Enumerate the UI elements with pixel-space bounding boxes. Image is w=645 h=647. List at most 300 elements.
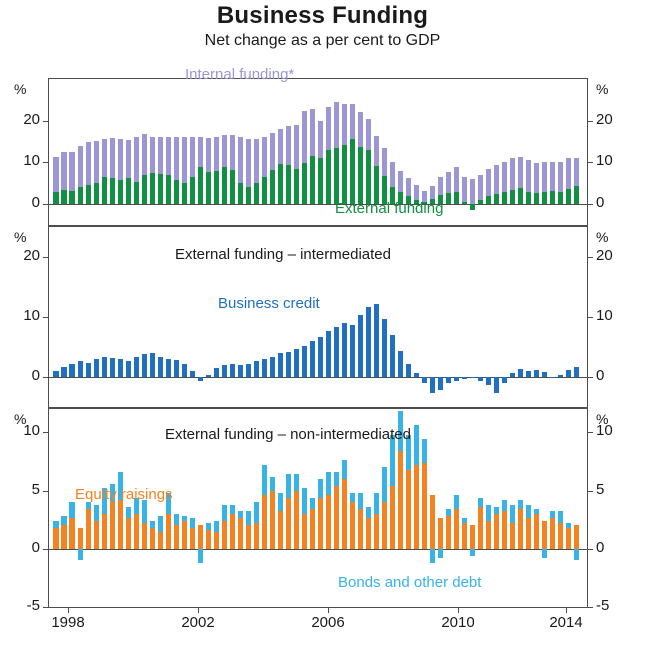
bar-bonds-and-other-debt — [190, 518, 195, 527]
bar-bonds-and-other-debt — [230, 505, 235, 514]
bar-business-credit — [214, 368, 219, 377]
bar-equity-raisings — [134, 514, 139, 549]
bar-external-funding — [502, 192, 507, 205]
y-tick-right-2--5: -5 — [596, 597, 610, 614]
bar-equity-raisings — [486, 521, 491, 549]
bar-business-credit — [61, 367, 66, 377]
bar-business-credit — [550, 377, 555, 378]
bar-external-funding — [446, 193, 451, 204]
bar-internal-funding — [102, 139, 107, 177]
bar-business-credit — [438, 377, 443, 390]
y-tickmark — [588, 377, 593, 378]
bar-external-funding — [198, 167, 203, 205]
bar-business-credit — [374, 304, 379, 377]
bar-equity-raisings — [262, 495, 267, 549]
bar-internal-funding — [126, 140, 131, 178]
bar-equity-raisings — [222, 521, 227, 549]
annotation-bonds-and-other-debt: Bonds and other debt — [338, 574, 482, 591]
bar-business-credit — [534, 370, 539, 377]
bar-equity-raisings — [558, 523, 563, 549]
bar-equity-raisings — [246, 525, 251, 548]
y-tick-left-0-20: 20 — [23, 110, 40, 128]
bar-bonds-and-other-debt — [510, 505, 515, 524]
y-tickmark — [43, 549, 48, 550]
bar-equity-raisings — [574, 525, 579, 548]
bar-internal-funding — [198, 137, 203, 166]
y-tick-right-0-0: 0 — [596, 194, 605, 212]
bar-external-funding — [254, 183, 259, 204]
bar-equity-raisings — [182, 521, 187, 549]
bar-external-funding — [518, 188, 523, 204]
bar-external-funding — [222, 167, 227, 205]
bar-external-funding — [342, 145, 347, 204]
bar-external-funding — [61, 190, 66, 205]
y-tickmark — [43, 607, 48, 608]
bar-business-credit — [526, 371, 531, 377]
bar-equity-raisings — [510, 523, 515, 549]
bar-internal-funding — [86, 142, 91, 185]
bar-equity-raisings — [278, 511, 283, 548]
bar-bonds-and-other-debt — [142, 500, 147, 523]
bar-external-funding — [182, 183, 187, 204]
bar-internal-funding — [438, 177, 443, 195]
bar-internal-funding — [182, 137, 187, 183]
bar-internal-funding — [334, 102, 339, 148]
bar-internal-funding — [414, 185, 419, 200]
bar-internal-funding — [318, 121, 323, 159]
bar-equity-raisings — [550, 518, 555, 548]
bar-external-funding — [126, 178, 131, 204]
bar-business-credit — [53, 371, 58, 377]
bar-equity-raisings — [270, 491, 275, 549]
bar-business-credit — [110, 358, 115, 377]
bar-external-funding — [326, 150, 331, 204]
bar-bonds-and-other-debt — [566, 523, 571, 528]
y-tick-left-0-0: 0 — [31, 194, 40, 212]
bar-internal-funding — [150, 137, 155, 172]
bar-business-credit — [174, 360, 179, 377]
x-tick-label-1998: 1998 — [51, 614, 85, 631]
bar-bonds-and-other-debt — [478, 498, 483, 507]
bar-equity-raisings — [230, 514, 235, 549]
bar-internal-funding — [206, 138, 211, 173]
bar-internal-funding — [542, 162, 547, 191]
bar-external-funding — [534, 193, 539, 204]
bar-business-credit — [230, 364, 235, 377]
bar-external-funding — [334, 148, 339, 204]
bar-business-credit — [318, 337, 323, 377]
bar-equity-raisings — [534, 514, 539, 549]
bar-bonds-and-other-debt — [470, 549, 475, 556]
bar-internal-funding — [406, 178, 411, 196]
y-tick-left-2--5: -5 — [26, 597, 40, 614]
y-tickmark — [43, 377, 48, 378]
bar-equity-raisings — [94, 521, 99, 549]
bar-equity-raisings — [174, 525, 179, 548]
bar-internal-funding — [69, 152, 74, 191]
bar-external-funding — [158, 174, 163, 204]
x-tickmark — [328, 608, 329, 613]
bar-equity-raisings — [454, 509, 459, 549]
bar-external-funding — [174, 180, 179, 204]
y-axis-unit-right-1: % — [596, 229, 609, 245]
bar-business-credit — [350, 325, 355, 377]
y-tick-right-1-10: 10 — [596, 307, 613, 324]
bar-business-credit — [334, 327, 339, 377]
bar-internal-funding — [502, 162, 507, 192]
bar-equity-raisings — [390, 486, 395, 549]
bar-external-funding — [246, 187, 251, 205]
bar-business-credit — [390, 335, 395, 377]
bar-external-funding — [102, 177, 107, 205]
bar-bonds-and-other-debt — [550, 511, 555, 518]
bar-bonds-and-other-debt — [198, 549, 203, 563]
x-tickmark — [68, 608, 69, 613]
bar-equity-raisings — [86, 509, 91, 549]
bar-external-funding — [206, 172, 211, 204]
bar-equity-raisings — [166, 514, 171, 549]
bar-bonds-and-other-debt — [150, 521, 155, 528]
y-tickmark — [588, 121, 593, 122]
bar-bonds-and-other-debt — [174, 514, 179, 526]
bar-business-credit — [566, 370, 571, 377]
bar-external-funding — [526, 192, 531, 205]
bar-internal-funding — [510, 158, 515, 190]
bar-equity-raisings — [494, 514, 499, 549]
bar-external-funding — [566, 189, 571, 204]
bar-internal-funding — [110, 138, 115, 178]
y-tick-left-2-0: 0 — [31, 538, 40, 556]
y-tickmark — [43, 491, 48, 492]
bar-internal-funding — [134, 137, 139, 182]
bar-equity-raisings — [214, 532, 219, 548]
bar-business-credit — [142, 354, 147, 377]
bar-business-credit — [94, 359, 99, 377]
bar-equity-raisings — [422, 463, 427, 549]
bar-internal-funding — [246, 139, 251, 186]
bar-external-funding — [278, 164, 283, 204]
bar-bonds-and-other-debt — [534, 509, 539, 514]
bar-external-funding — [134, 182, 139, 204]
bar-external-funding — [286, 165, 291, 204]
bar-bonds-and-other-debt — [422, 439, 427, 462]
bar-equity-raisings — [526, 518, 531, 548]
bar-equity-raisings — [398, 451, 403, 549]
bar-business-credit — [478, 377, 483, 381]
bar-equity-raisings — [358, 509, 363, 549]
y-tickmark — [588, 549, 593, 550]
bar-bonds-and-other-debt — [318, 479, 323, 498]
bar-bonds-and-other-debt — [518, 500, 523, 509]
bar-bonds-and-other-debt — [430, 549, 435, 563]
bar-external-funding — [374, 166, 379, 204]
bar-internal-funding — [470, 179, 475, 204]
bar-internal-funding — [534, 163, 539, 193]
annotation-business-credit: Business credit — [218, 295, 320, 312]
bar-internal-funding — [430, 186, 435, 199]
bar-external-funding — [366, 150, 371, 204]
bar-business-credit — [326, 331, 331, 377]
y-tick-right-0-20: 20 — [596, 110, 613, 128]
y-tickmark — [588, 204, 593, 205]
chart-subtitle: Net change as a per cent to GDP — [204, 32, 441, 49]
bar-bonds-and-other-debt — [53, 521, 58, 528]
bar-internal-funding — [53, 157, 58, 192]
bar-bonds-and-other-debt — [574, 549, 579, 561]
y-axis-unit-left-0: % — [14, 81, 27, 97]
bar-bonds-and-other-debt — [294, 474, 299, 490]
bar-internal-funding — [222, 135, 227, 166]
bar-equity-raisings — [382, 502, 387, 549]
y-tick-right-0-10: 10 — [596, 152, 613, 170]
y-tickmark — [588, 491, 593, 492]
bar-bonds-and-other-debt — [558, 511, 563, 523]
bar-business-credit — [158, 357, 163, 377]
annotation-external-funding-intermediated: External funding – intermediated — [175, 246, 391, 263]
bar-business-credit — [446, 377, 451, 383]
bar-external-funding — [454, 192, 459, 205]
bar-external-funding — [69, 191, 74, 204]
bar-internal-funding — [302, 111, 307, 164]
bar-internal-funding — [142, 134, 147, 175]
x-tickmark — [566, 608, 567, 613]
bar-equity-raisings — [470, 525, 475, 548]
bar-business-credit — [454, 377, 459, 381]
y-tick-right-1-0: 0 — [596, 367, 605, 384]
bar-internal-funding — [358, 112, 363, 146]
bar-equity-raisings — [542, 521, 547, 549]
bar-internal-funding — [518, 157, 523, 188]
bar-internal-funding — [118, 139, 123, 179]
y-axis-unit-left-1: % — [14, 229, 27, 245]
bar-business-credit — [422, 377, 427, 383]
bar-bonds-and-other-debt — [206, 523, 211, 530]
bar-business-credit — [166, 359, 171, 377]
y-tick-left-2-10: 10 — [23, 422, 40, 440]
bar-internal-funding — [254, 139, 259, 183]
bar-equity-raisings — [69, 518, 74, 548]
bar-bonds-and-other-debt — [69, 502, 74, 518]
bar-business-credit — [382, 319, 387, 377]
bar-internal-funding — [550, 162, 555, 190]
bar-equity-raisings — [350, 502, 355, 549]
bar-internal-funding — [366, 119, 371, 151]
y-tickmark — [43, 317, 48, 318]
zero-line — [49, 204, 587, 205]
bar-business-credit — [494, 377, 499, 393]
bar-bonds-and-other-debt — [350, 493, 355, 502]
bar-bonds-and-other-debt — [366, 507, 371, 519]
bar-business-credit — [118, 359, 123, 377]
bar-equity-raisings — [374, 514, 379, 549]
bar-internal-funding — [262, 137, 267, 177]
bar-bonds-and-other-debt — [254, 502, 259, 523]
bar-internal-funding — [526, 160, 531, 191]
bar-internal-funding — [310, 109, 315, 156]
bar-internal-funding — [174, 137, 179, 180]
bar-equity-raisings — [446, 516, 451, 549]
bar-business-credit — [502, 377, 507, 383]
bar-internal-funding — [574, 158, 579, 186]
bar-equity-raisings — [518, 509, 523, 549]
bar-business-credit — [78, 361, 83, 377]
bar-bonds-and-other-debt — [462, 518, 467, 523]
bar-business-credit — [254, 361, 259, 377]
bar-bonds-and-other-debt — [310, 498, 315, 510]
bar-external-funding — [118, 180, 123, 204]
bar-equity-raisings — [61, 525, 66, 548]
y-tickmark — [588, 317, 593, 318]
y-tickmark — [43, 432, 48, 433]
bar-business-credit — [86, 363, 91, 377]
bar-bonds-and-other-debt — [374, 493, 379, 514]
bar-external-funding — [86, 185, 91, 204]
y-tick-left-1-0: 0 — [31, 367, 40, 384]
bar-bonds-and-other-debt — [238, 511, 243, 518]
bar-external-funding — [110, 178, 115, 204]
y-tick-left-0-10: 10 — [23, 152, 40, 170]
bar-external-funding — [230, 170, 235, 204]
y-tickmark — [588, 607, 593, 608]
bar-equity-raisings — [190, 528, 195, 549]
y-tickmark — [43, 257, 48, 258]
bar-internal-funding — [61, 152, 66, 190]
bar-business-credit — [294, 349, 299, 377]
y-tick-right-2-0: 0 — [596, 538, 605, 556]
bar-business-credit — [206, 375, 211, 377]
bar-external-funding — [478, 200, 483, 204]
bar-external-funding — [142, 175, 147, 204]
bar-business-credit — [310, 341, 315, 377]
bar-internal-funding — [350, 104, 355, 139]
bar-equity-raisings — [462, 523, 467, 549]
bar-business-credit — [358, 315, 363, 377]
bar-bonds-and-other-debt — [86, 502, 91, 509]
bar-bonds-and-other-debt — [494, 507, 499, 514]
bar-bonds-and-other-debt — [326, 472, 331, 495]
bar-bonds-and-other-debt — [286, 474, 291, 497]
y-tick-right-2-10: 10 — [596, 422, 613, 440]
bar-external-funding — [494, 194, 499, 204]
bar-external-funding — [470, 204, 475, 210]
bar-external-funding — [510, 190, 515, 204]
bar-equity-raisings — [53, 528, 58, 549]
bar-equity-raisings — [414, 465, 419, 549]
bar-bonds-and-other-debt — [270, 477, 275, 491]
bar-internal-funding — [230, 135, 235, 170]
x-tick-label-2006: 2006 — [311, 614, 345, 631]
bar-internal-funding — [374, 136, 379, 166]
bar-bonds-and-other-debt — [486, 505, 491, 521]
bar-bonds-and-other-debt — [214, 521, 219, 533]
bar-equity-raisings — [502, 511, 507, 548]
bar-business-credit — [574, 367, 579, 377]
bar-internal-funding — [566, 158, 571, 189]
bar-equity-raisings — [478, 507, 483, 549]
bar-external-funding — [150, 173, 155, 204]
plot-area-total-funding — [49, 79, 587, 225]
bar-business-credit — [222, 365, 227, 377]
bar-equity-raisings — [318, 498, 323, 549]
bar-business-credit — [462, 377, 467, 379]
bar-bonds-and-other-debt — [334, 472, 339, 486]
bar-equity-raisings — [294, 491, 299, 549]
bar-equity-raisings — [78, 528, 83, 549]
annotation-external-funding-non-intermediated: External funding – non-intermediated — [165, 426, 411, 443]
bar-equity-raisings — [438, 518, 443, 548]
bar-business-credit — [182, 364, 187, 377]
bar-bonds-and-other-debt — [158, 516, 163, 532]
y-tickmark — [43, 204, 48, 205]
bar-bonds-and-other-debt — [246, 511, 251, 525]
bar-external-funding — [462, 202, 467, 204]
bar-business-credit — [238, 365, 243, 377]
bar-bonds-and-other-debt — [414, 425, 419, 465]
bar-bonds-and-other-debt — [94, 505, 99, 521]
chart-title: Business Funding — [216, 2, 429, 29]
bar-external-funding — [166, 175, 171, 204]
bar-bonds-and-other-debt — [446, 509, 451, 516]
bar-bonds-and-other-debt — [182, 516, 187, 521]
y-tickmark — [588, 162, 593, 163]
bar-external-funding — [190, 177, 195, 204]
bar-bonds-and-other-debt — [222, 505, 227, 521]
bar-external-funding — [214, 171, 219, 204]
y-tick-left-1-10: 10 — [23, 307, 40, 324]
bar-internal-funding — [294, 125, 299, 169]
bar-bonds-and-other-debt — [278, 493, 283, 512]
bar-external-funding — [238, 183, 243, 204]
bar-business-credit — [366, 307, 371, 377]
y-tickmark — [43, 121, 48, 122]
x-tickmark — [198, 608, 199, 613]
bar-equity-raisings — [102, 514, 107, 549]
bar-equity-raisings — [158, 532, 163, 548]
bar-business-credit — [558, 375, 563, 377]
bar-internal-funding — [286, 126, 291, 165]
bar-business-credit — [286, 352, 291, 377]
bar-external-funding — [542, 192, 547, 205]
bar-external-funding — [310, 156, 315, 204]
bar-internal-funding — [494, 165, 499, 194]
y-axis-unit-right-2: % — [596, 411, 609, 427]
y-tick-right-1-20: 20 — [596, 247, 613, 264]
bar-equity-raisings — [310, 509, 315, 549]
bar-business-credit — [270, 357, 275, 377]
bar-business-credit — [430, 377, 435, 393]
y-tick-right-2-5: 5 — [596, 480, 605, 498]
bar-internal-funding — [478, 175, 483, 200]
bar-business-credit — [190, 371, 195, 377]
bar-business-credit — [134, 357, 139, 377]
bar-equity-raisings — [126, 518, 131, 548]
x-tick-label-2010: 2010 — [441, 614, 475, 631]
bar-internal-funding — [158, 137, 163, 174]
bar-equity-raisings — [406, 470, 411, 549]
bar-external-funding — [558, 192, 563, 204]
bar-external-funding — [550, 191, 555, 204]
bar-external-funding — [270, 170, 275, 204]
y-tick-left-1-20: 20 — [23, 247, 40, 264]
bar-business-credit — [342, 323, 347, 377]
bar-equity-raisings — [366, 518, 371, 548]
bar-business-credit — [278, 353, 283, 377]
x-tick-label-2002: 2002 — [181, 614, 215, 631]
bar-equity-raisings — [302, 514, 307, 549]
bar-equity-raisings — [110, 502, 115, 549]
bar-business-credit — [406, 364, 411, 377]
bar-external-funding — [350, 139, 355, 204]
